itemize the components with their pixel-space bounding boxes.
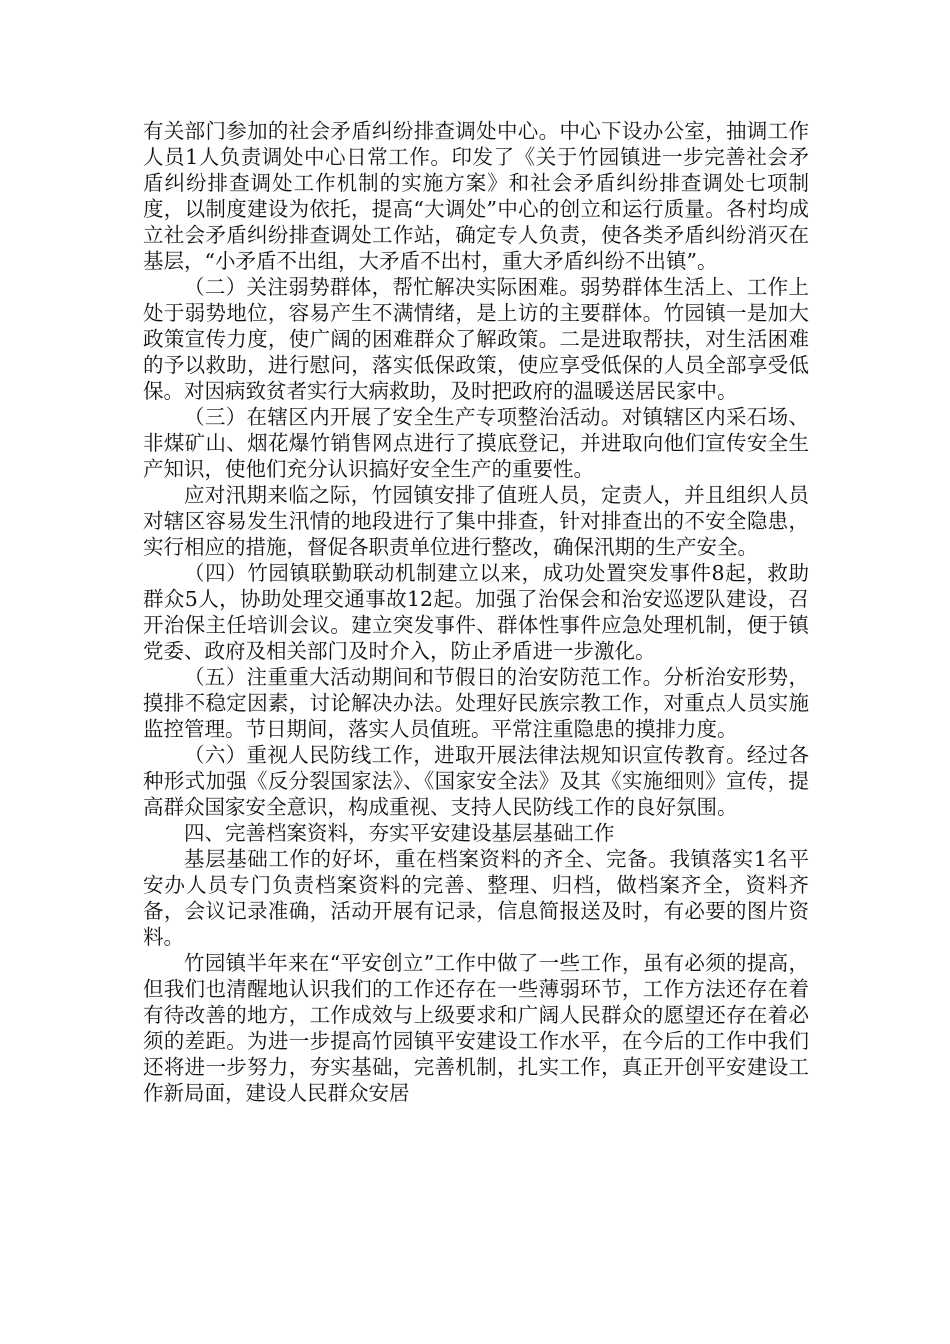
document-body <box>143 118 809 1106</box>
paragraph-3: （三）在辖区内开展了安全生产专项整治活动。对镇辖区内采石场、非煤矿山、烟花爆竹销售网点进行了摸底登记，并进取向他们宣传安全生产知识，使他们充分认识搞好安全生产的重要性。 <box>143 405 809 481</box>
paragraph-9: 竹园镇半年来在“平安创立”工作中做了一些工作，虽有必须的提高，但我们也清醒地认识我们的工作还存在一些薄弱环节，工作方法还存在着有待改善的地方，工作成效与上级要求和广阔人民群众的愿望还存在着必须的差距。为进一步提高竹园镇平安建设工作水平，在今后的工作中我们还将进一步努力，夯实基础，完善机制，扎实工作，真正开创平安建设工作新局面，建设人民群众安居 <box>143 951 809 1105</box>
paragraph-6: （五）注重重大活动期间和节假日的治安防范工作。分析治安形势，摸排不稳定因素，讨论解决办法。处理好民族宗教工作，对重点人员实施监控管理。节日期间，落实人员值班。平常注重隐患的摸排力度。 <box>143 665 809 741</box>
paragraph-2: （二）关注弱势群体，帮忙解决实际困难。弱势群体生活上、工作上处于弱势地位，容易产生不满情绪，是上访的主要群体。竹园镇一是加大政策宣传力度，使广阔的困难群众了解政策。二是进取帮扶，对生活困难的予以救助，进行慰问，落实低保政策，使应享受低保的人员全部享受低保。对因病致贫者实行大病救助，及时把政府的温暖送居民家中。 <box>143 275 809 403</box>
paragraph-5: （四）竹园镇联勤联动机制建立以来，成功处置突发事件8起，救助群众5人，协助处理交通事故12起。加强了治保会和治安巡逻队建设，召开治保主任培训会议。建立突发事件、群体性事件应急处理机制，便于镇党委、政府及相关部门及时介入，防止矛盾进一步激化。 <box>143 561 809 663</box>
paragraph-4: 应对汛期来临之际，竹园镇安排了值班人员，定责人，并且组织人员对辖区容易发生汛情的地段进行了集中排查，针对排查出的不安全隐患，实行相应的措施，督促各职责单位进行整改，确保汛期的生产安全。 <box>143 483 809 559</box>
paragraph-8: 基层基础工作的好坏，重在档案资料的齐全、完备。我镇落实1名平安办人员专门负责档案资料的完善、整理、归档，做档案齐全，资料齐备，会议记录准确，活动开展有记录，信息简报送及时，有必要的图片资料。 <box>143 847 809 949</box>
section-heading: 四、完善档案资料，夯实平安建设基层基础工作 <box>184 821 615 845</box>
paragraph-7: （六）重视人民防线工作，进取开展法律法规知识宣传教育。经过各种形式加强《反分裂国家法》、《国家安全法》及其《实施细则》宣传，提高群众国家安全意识，构成重视、支持人民防线工作的良好氛围。 <box>143 743 809 819</box>
paragraph-1: 有关部门参加的社会矛盾纠纷排查调处中心。中心下设办公室，抽调工作人员1人负责调处中心日常工作。印发了《关于竹园镇进一步完善社会矛盾纠纷排查调处工作机制的实施方案》和社会矛盾纠纷排查调处七项制度，以制度建设为依托，提高“大调处”中心的创立和运行质量。各村均成立社会矛盾纠纷排查调处工作站，确定专人负责，使各类矛盾纠纷消灭在基层，“小矛盾不出组，大矛盾不出村，重大矛盾纠纷不出镇”。 <box>143 119 809 273</box>
